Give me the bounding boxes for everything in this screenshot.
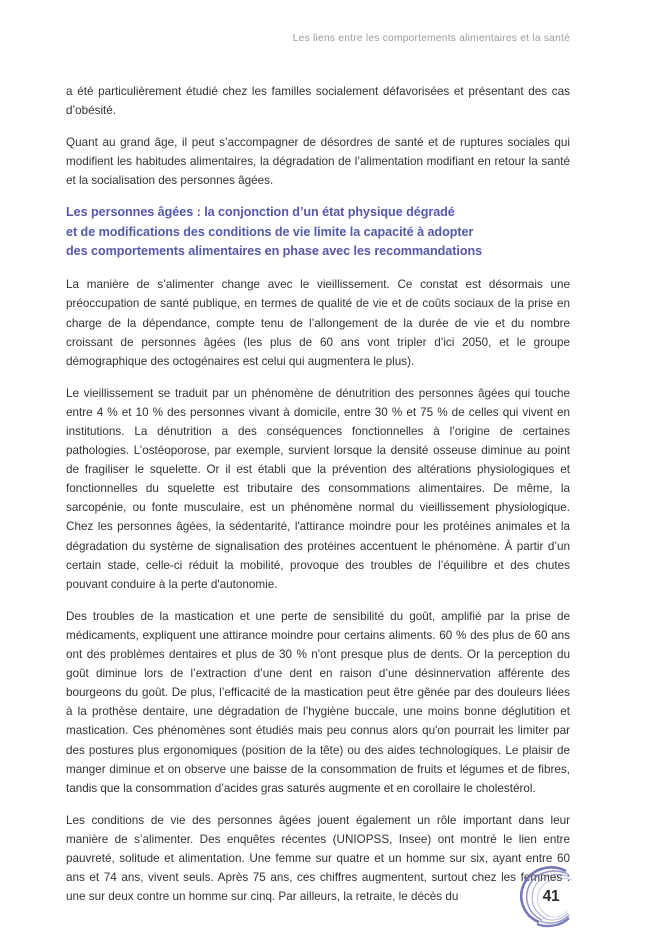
paragraph-grand-age: Quant au grand âge, il peut s’accompagner de désordres de santé et de ruptures sociales qui modifient les habitudes alimentaires, la dégradation de l’alimentation modifiant en retour la santé et la socialisation des personnes âgées.: [66, 136, 570, 188]
section-heading-line-2: et de modifications des conditions de vie limite la capacité à adopter: [66, 224, 474, 239]
page-number-ornament: [509, 862, 585, 930]
running-header: Les liens entre les comportements alimentaires et la santé: [292, 33, 570, 44]
page-number: 41: [542, 887, 560, 905]
section-heading-line-3: des comportements alimentaires en phase avec les recommandations: [66, 244, 483, 259]
section-heading-line-1: Les personnes âgées : la conjonction d’un état physique dégradé: [66, 205, 455, 220]
paragraph-vieillissement-denutrition: Le vieillissement se traduit par un phénomène de dénutrition des personnes âgées qui touche entre 4 % et 10 % des personnes vivant à domicile, entre 30 % et 75 % de celles qui vivent en institutions. La dénutrition a des conséquences fonctionnelles à l’origine de certaines pathologies. L’ostéoporose, par exemple, survient lorsque la densité osseuse diminue au point de fragiliser le squelette. Or il est établi que la prévention des altérations physiologiques et fonctionnelles du squelette est tributaire des consommations alimentaires. De même, la sarcopénie, ou fonte musculaire, est un phénomène normal du vieillissement physiologique. Chez les personnes âgées, la sédentarité, l'attirance moindre pour les protéines animales et la dégradation du système de signalisation des protéines accentuent le phénomène. À partir d’un certain stade, celle-ci réduit la mobilité, provoque des troubles de l’équilibre et des chutes pouvant conduire à la perte d'autonomie.: [66, 386, 570, 591]
paragraph-conditions-de-vie: Les conditions de vie des personnes âgées jouent également un rôle important dans leur manière de s’alimenter. Des enquêtes récentes (UNIOPSS, Insee) ont montré le lien entre pauvreté, solitude et alimentation. Une femme sur quatre et un homme sur six, ayant entre 60 ans et 74 ans, vivent seuls. Après 75 ans, ces chiffres augmentent, surtout chez les femmes : une sur deux contre un homme sur cinq. Par ailleurs, la retraite, le décès du: [66, 813, 570, 904]
paragraph-continuation: a été particulièrement étudié chez les familles socialement défavorisées et présentant des cas d’obésité.: [66, 85, 570, 118]
section-heading: [66, 203, 570, 261]
paragraph-maniere-alimenter: La manière de s’alimenter change avec le vieillissement. Ce constat est désormais une préoccupation de santé publique, en termes de qualité de vie et de coûts sociaux de la prise en charge de la dépendance, compte tenu de l’allongement de la durée de vie et du nombre croissant de personnes âgées (les plus de 60 ans vont tripler d’ici 2050, et le groupe démographique des octogénaires est celui qui augmentera le plus).: [66, 278, 570, 368]
paragraph-mastication-gout: Des troubles de la mastication et une perte de sensibilité du goût, amplifié par la prise de médicaments, expliquent une attirance moindre pour certains aliments. 60 % des plus de 60 ans ont des problèmes dentaires et plus de 30 % n'ont presque plus de dents. Or la perception du goût diminue lors de l’extraction d’une dent en raison d’une désinnervation afférente des bourgeons du goût. De plus, l’efficacité de la mastication peut être gênée par des douleurs liées à la prothèse dentaire, une dégradation de l’hygiène buccale, une moins bonne déglutition et mastication. Ces phénomènes sont étudiés mais peu connus alors qu'on pourrait les limiter par des postures plus ergonomiques (position de la tête) ou des aides technologiques. Le plaisir de manger diminue et on observe une baisse de la consommation de fruits et légumes et de fibres, tandis que la consommation d’acides gras saturés augmente et en corollaire le cholestérol.: [66, 609, 570, 795]
page-content: [66, 82, 570, 906]
